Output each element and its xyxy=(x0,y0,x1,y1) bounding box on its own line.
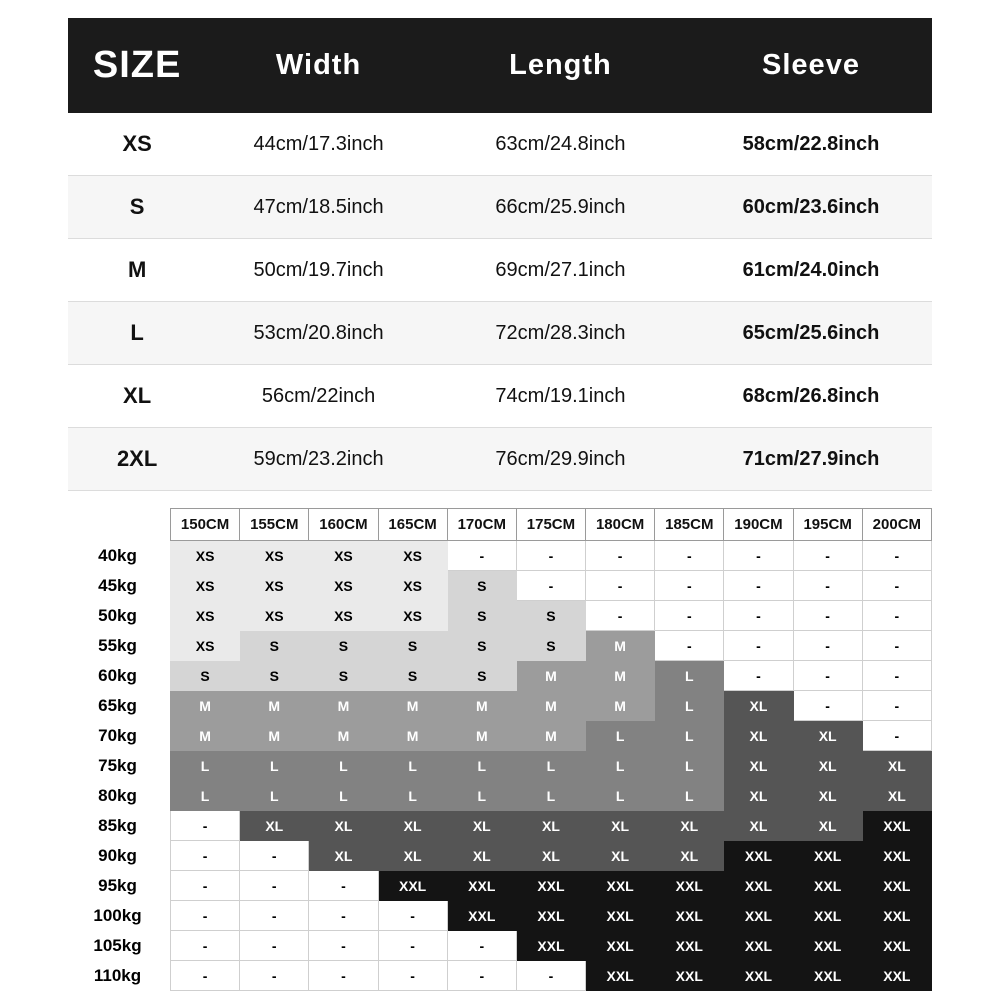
fit-matrix-header xyxy=(65,509,932,541)
size-table-body xyxy=(68,113,932,491)
sleeve-cell: 60cm/23.6inch xyxy=(742,195,880,218)
sleeve-cell: 65cm/25.6inch xyxy=(742,321,880,344)
matrix-cell-empty: - xyxy=(655,631,724,661)
matrix-cell: XXL xyxy=(655,901,724,931)
matrix-cell: S xyxy=(447,661,516,691)
height-header-cell: 155CM xyxy=(240,509,309,541)
matrix-cell: M xyxy=(586,661,655,691)
sleeve-cell: 58cm/22.8inch xyxy=(742,132,880,155)
width-cell: 44cm/17.3inch xyxy=(253,132,384,155)
matrix-cell-empty: - xyxy=(447,931,516,961)
matrix-cell: XXL xyxy=(447,871,516,901)
matrix-cell: XXL xyxy=(793,931,862,961)
matrix-row xyxy=(65,751,932,781)
matrix-cell: XS xyxy=(309,571,378,601)
matrix-cell: XL xyxy=(793,781,862,811)
width-header-label: Width xyxy=(275,49,362,81)
matrix-cell: XL xyxy=(447,811,516,841)
matrix-row xyxy=(65,691,932,721)
matrix-row xyxy=(65,841,932,871)
matrix-cell-empty: - xyxy=(171,931,240,961)
matrix-cell: M xyxy=(586,691,655,721)
matrix-cell: M xyxy=(171,721,240,751)
matrix-cell-empty: - xyxy=(862,571,931,601)
matrix-cell: S xyxy=(378,631,447,661)
matrix-cell: XXL xyxy=(724,871,793,901)
matrix-cell: XL xyxy=(309,841,378,871)
matrix-cell: XL xyxy=(378,811,447,841)
height-header-cell: 175CM xyxy=(516,509,585,541)
matrix-cell-empty: - xyxy=(655,541,724,571)
height-header-cell: 170CM xyxy=(447,509,516,541)
width-cell: 50cm/19.7inch xyxy=(253,258,384,281)
matrix-cell: XXL xyxy=(516,901,585,931)
matrix-cell: XL xyxy=(793,811,862,841)
matrix-cell-empty: - xyxy=(378,931,447,961)
matrix-cell: S xyxy=(171,661,240,691)
matrix-row xyxy=(65,901,932,931)
weight-label: 50kg xyxy=(65,601,171,631)
matrix-cell-empty: - xyxy=(309,871,378,901)
matrix-cell-empty: - xyxy=(378,961,447,991)
length-cell: 69cm/27.1inch xyxy=(495,258,626,281)
matrix-row xyxy=(65,931,932,961)
matrix-cell: XXL xyxy=(793,871,862,901)
matrix-cell: XXL xyxy=(586,901,655,931)
matrix-cell: XXL xyxy=(862,811,931,841)
matrix-cell: M xyxy=(516,661,585,691)
matrix-cell-empty: - xyxy=(793,661,862,691)
matrix-cell-empty: - xyxy=(724,601,793,631)
matrix-cell: XL xyxy=(586,841,655,871)
matrix-cell: S xyxy=(309,631,378,661)
matrix-cell: XXL xyxy=(793,901,862,931)
weight-label: 75kg xyxy=(65,751,171,781)
matrix-corner-cell xyxy=(65,509,171,541)
matrix-cell: XS xyxy=(240,571,309,601)
matrix-cell: S xyxy=(309,661,378,691)
matrix-row xyxy=(65,961,932,991)
weight-label: 40kg xyxy=(65,541,171,571)
matrix-cell: XXL xyxy=(724,901,793,931)
matrix-cell: XL xyxy=(586,811,655,841)
matrix-cell: XS xyxy=(378,601,447,631)
matrix-cell: L xyxy=(655,781,724,811)
matrix-cell-empty: - xyxy=(586,541,655,571)
matrix-cell-empty: - xyxy=(862,631,931,661)
matrix-cell: L xyxy=(655,721,724,751)
matrix-cell-empty: - xyxy=(862,661,931,691)
matrix-cell: XS xyxy=(171,601,240,631)
matrix-row xyxy=(65,661,932,691)
length-cell: 66cm/25.9inch xyxy=(495,195,626,218)
matrix-cell-empty: - xyxy=(516,961,585,991)
matrix-cell-empty: - xyxy=(309,961,378,991)
matrix-cell: L xyxy=(586,721,655,751)
height-header-cell: 150CM xyxy=(171,509,240,541)
weight-label: 60kg xyxy=(65,661,171,691)
sleeve-cell: 68cm/26.8inch xyxy=(742,384,880,407)
matrix-cell: S xyxy=(516,631,585,661)
matrix-row xyxy=(65,781,932,811)
matrix-cell: M xyxy=(309,721,378,751)
matrix-cell: XS xyxy=(171,631,240,661)
fit-matrix-body xyxy=(65,541,932,991)
matrix-cell: S xyxy=(447,571,516,601)
weight-label: 65kg xyxy=(65,691,171,721)
weight-label: 70kg xyxy=(65,721,171,751)
matrix-cell: XS xyxy=(171,541,240,571)
matrix-cell-empty: - xyxy=(724,631,793,661)
matrix-cell: M xyxy=(586,631,655,661)
matrix-cell: XS xyxy=(309,601,378,631)
matrix-cell-empty: - xyxy=(793,571,862,601)
matrix-cell: M xyxy=(309,691,378,721)
length-cell: 74cm/19.1inch xyxy=(495,384,626,407)
size-header-label: SIZE xyxy=(92,44,182,86)
weight-label: 90kg xyxy=(65,841,171,871)
matrix-cell-empty: - xyxy=(862,721,931,751)
matrix-cell: XXL xyxy=(516,931,585,961)
matrix-cell: L xyxy=(655,661,724,691)
matrix-cell: XL xyxy=(862,751,931,781)
height-header-cell: 185CM xyxy=(655,509,724,541)
width-cell: 53cm/20.8inch xyxy=(253,321,384,344)
matrix-cell: M xyxy=(171,691,240,721)
matrix-cell: S xyxy=(240,631,309,661)
length-cell: 76cm/29.9inch xyxy=(495,447,626,470)
matrix-cell: XXL xyxy=(793,841,862,871)
matrix-cell: S xyxy=(240,661,309,691)
matrix-cell-empty: - xyxy=(586,571,655,601)
height-header-cell: 195CM xyxy=(793,509,862,541)
matrix-cell-empty: - xyxy=(309,931,378,961)
matrix-row xyxy=(65,871,932,901)
matrix-cell: XL xyxy=(724,751,793,781)
matrix-cell-empty: - xyxy=(793,541,862,571)
matrix-cell: XXL xyxy=(516,871,585,901)
matrix-cell: XXL xyxy=(447,901,516,931)
matrix-cell: XXL xyxy=(724,841,793,871)
matrix-cell-empty: - xyxy=(793,691,862,721)
matrix-cell: L xyxy=(240,751,309,781)
matrix-cell: XL xyxy=(655,841,724,871)
matrix-cell-empty: - xyxy=(171,811,240,841)
matrix-cell-empty: - xyxy=(171,871,240,901)
matrix-cell-empty: - xyxy=(516,571,585,601)
matrix-cell: XXL xyxy=(724,961,793,991)
weight-label: 100kg xyxy=(65,901,171,931)
size-chart-page xyxy=(0,18,1000,1000)
matrix-cell: XL xyxy=(309,811,378,841)
matrix-cell-empty: - xyxy=(724,661,793,691)
size-row xyxy=(68,428,932,491)
matrix-cell-empty: - xyxy=(793,631,862,661)
matrix-row xyxy=(65,811,932,841)
matrix-cell-empty: - xyxy=(655,571,724,601)
width-cell: 47cm/18.5inch xyxy=(253,195,384,218)
matrix-cell: M xyxy=(378,721,447,751)
matrix-cell: XL xyxy=(862,781,931,811)
size-table xyxy=(68,18,932,491)
matrix-cell: M xyxy=(378,691,447,721)
weight-label: 80kg xyxy=(65,781,171,811)
matrix-cell: L xyxy=(447,751,516,781)
height-header-cell: 165CM xyxy=(378,509,447,541)
matrix-cell: XS xyxy=(240,541,309,571)
matrix-cell: XL xyxy=(447,841,516,871)
matrix-cell: M xyxy=(240,691,309,721)
matrix-cell-empty: - xyxy=(171,841,240,871)
matrix-cell: XS xyxy=(378,541,447,571)
weight-label: 55kg xyxy=(65,631,171,661)
matrix-cell: M xyxy=(516,691,585,721)
matrix-cell: L xyxy=(516,751,585,781)
size-cell: XL xyxy=(123,383,152,408)
matrix-cell: XXL xyxy=(378,871,447,901)
matrix-cell: XXL xyxy=(586,931,655,961)
matrix-cell: XXL xyxy=(724,931,793,961)
size-row xyxy=(68,365,932,428)
weight-label: 95kg xyxy=(65,871,171,901)
matrix-cell: XL xyxy=(655,811,724,841)
matrix-cell: XL xyxy=(793,721,862,751)
matrix-cell: XXL xyxy=(793,961,862,991)
matrix-cell: L xyxy=(309,751,378,781)
height-header-cell: 190CM xyxy=(724,509,793,541)
matrix-cell: S xyxy=(447,601,516,631)
sleeve-cell: 61cm/24.0inch xyxy=(742,258,880,281)
matrix-cell: L xyxy=(655,751,724,781)
matrix-cell: L xyxy=(309,781,378,811)
matrix-cell: XXL xyxy=(586,871,655,901)
matrix-cell: L xyxy=(516,781,585,811)
matrix-cell: L xyxy=(378,781,447,811)
matrix-cell: L xyxy=(171,781,240,811)
sleeve-header-label: Sleeve xyxy=(762,49,860,81)
size-cell: S xyxy=(129,194,145,219)
length-cell: 63cm/24.8inch xyxy=(495,132,626,155)
height-header-row xyxy=(65,509,932,541)
matrix-cell-empty: - xyxy=(309,901,378,931)
matrix-cell: XXL xyxy=(862,931,931,961)
size-cell: 2XL xyxy=(116,446,158,471)
matrix-cell: XL xyxy=(724,781,793,811)
matrix-cell-empty: - xyxy=(862,541,931,571)
matrix-row xyxy=(65,601,932,631)
matrix-cell: XXL xyxy=(862,841,931,871)
matrix-cell: XL xyxy=(724,811,793,841)
matrix-cell: XL xyxy=(378,841,447,871)
matrix-cell-empty: - xyxy=(586,601,655,631)
matrix-cell: XS xyxy=(309,541,378,571)
matrix-cell-empty: - xyxy=(724,571,793,601)
matrix-cell: XL xyxy=(724,721,793,751)
height-header-cell: 160CM xyxy=(309,509,378,541)
height-header-cell: 200CM xyxy=(862,509,931,541)
matrix-cell: M xyxy=(447,691,516,721)
matrix-cell-empty: - xyxy=(862,691,931,721)
length-header-label: Length xyxy=(509,49,612,81)
matrix-cell: XL xyxy=(516,811,585,841)
matrix-cell-empty: - xyxy=(793,601,862,631)
matrix-cell-empty: - xyxy=(171,961,240,991)
weight-label: 105kg xyxy=(65,931,171,961)
size-row xyxy=(68,176,932,239)
size-row xyxy=(68,302,932,365)
matrix-row xyxy=(65,541,932,571)
matrix-cell-empty: - xyxy=(862,601,931,631)
matrix-cell-empty: - xyxy=(171,901,240,931)
matrix-cell-empty: - xyxy=(447,541,516,571)
matrix-cell: XXL xyxy=(862,901,931,931)
matrix-cell: XS xyxy=(378,571,447,601)
size-row xyxy=(68,113,932,176)
matrix-cell: L xyxy=(586,781,655,811)
matrix-cell: XXL xyxy=(586,961,655,991)
weight-label: 45kg xyxy=(65,571,171,601)
matrix-cell: XL xyxy=(724,691,793,721)
sleeve-cell: 71cm/27.9inch xyxy=(742,447,880,470)
matrix-cell: XXL xyxy=(655,931,724,961)
matrix-cell: XS xyxy=(240,601,309,631)
matrix-cell: L xyxy=(586,751,655,781)
size-table-header xyxy=(68,18,932,113)
matrix-cell: L xyxy=(378,751,447,781)
matrix-row xyxy=(65,631,932,661)
matrix-cell-empty: - xyxy=(378,901,447,931)
width-cell: 59cm/23.2inch xyxy=(253,447,384,470)
matrix-cell-empty: - xyxy=(240,961,309,991)
matrix-cell: L xyxy=(447,781,516,811)
weight-label: 110kg xyxy=(65,961,171,991)
matrix-cell: XXL xyxy=(655,961,724,991)
matrix-cell-empty: - xyxy=(447,961,516,991)
matrix-cell: S xyxy=(516,601,585,631)
matrix-cell: XS xyxy=(171,571,240,601)
matrix-cell: XL xyxy=(793,751,862,781)
matrix-cell: L xyxy=(171,751,240,781)
matrix-cell: S xyxy=(378,661,447,691)
size-row xyxy=(68,239,932,302)
weight-label: 85kg xyxy=(65,811,171,841)
matrix-cell: XXL xyxy=(862,871,931,901)
height-header-cell: 180CM xyxy=(586,509,655,541)
length-cell: 72cm/28.3inch xyxy=(495,321,626,344)
fit-matrix xyxy=(65,508,932,991)
matrix-row xyxy=(65,571,932,601)
matrix-cell: S xyxy=(447,631,516,661)
matrix-row xyxy=(65,721,932,751)
matrix-cell: L xyxy=(655,691,724,721)
matrix-cell: XXL xyxy=(655,871,724,901)
size-cell: M xyxy=(127,257,147,282)
matrix-cell-empty: - xyxy=(724,541,793,571)
matrix-cell-empty: - xyxy=(240,871,309,901)
matrix-cell-empty: - xyxy=(655,601,724,631)
matrix-cell-empty: - xyxy=(240,901,309,931)
size-cell: L xyxy=(130,320,144,345)
size-cell: XS xyxy=(122,131,152,156)
matrix-cell: XL xyxy=(516,841,585,871)
matrix-cell: L xyxy=(240,781,309,811)
matrix-cell: M xyxy=(516,721,585,751)
matrix-cell: M xyxy=(447,721,516,751)
width-cell: 56cm/22inch xyxy=(261,384,376,407)
matrix-cell: XL xyxy=(240,811,309,841)
matrix-cell-empty: - xyxy=(240,931,309,961)
matrix-cell-empty: - xyxy=(240,841,309,871)
matrix-cell-empty: - xyxy=(516,541,585,571)
matrix-cell: XXL xyxy=(862,961,931,991)
matrix-cell: M xyxy=(240,721,309,751)
